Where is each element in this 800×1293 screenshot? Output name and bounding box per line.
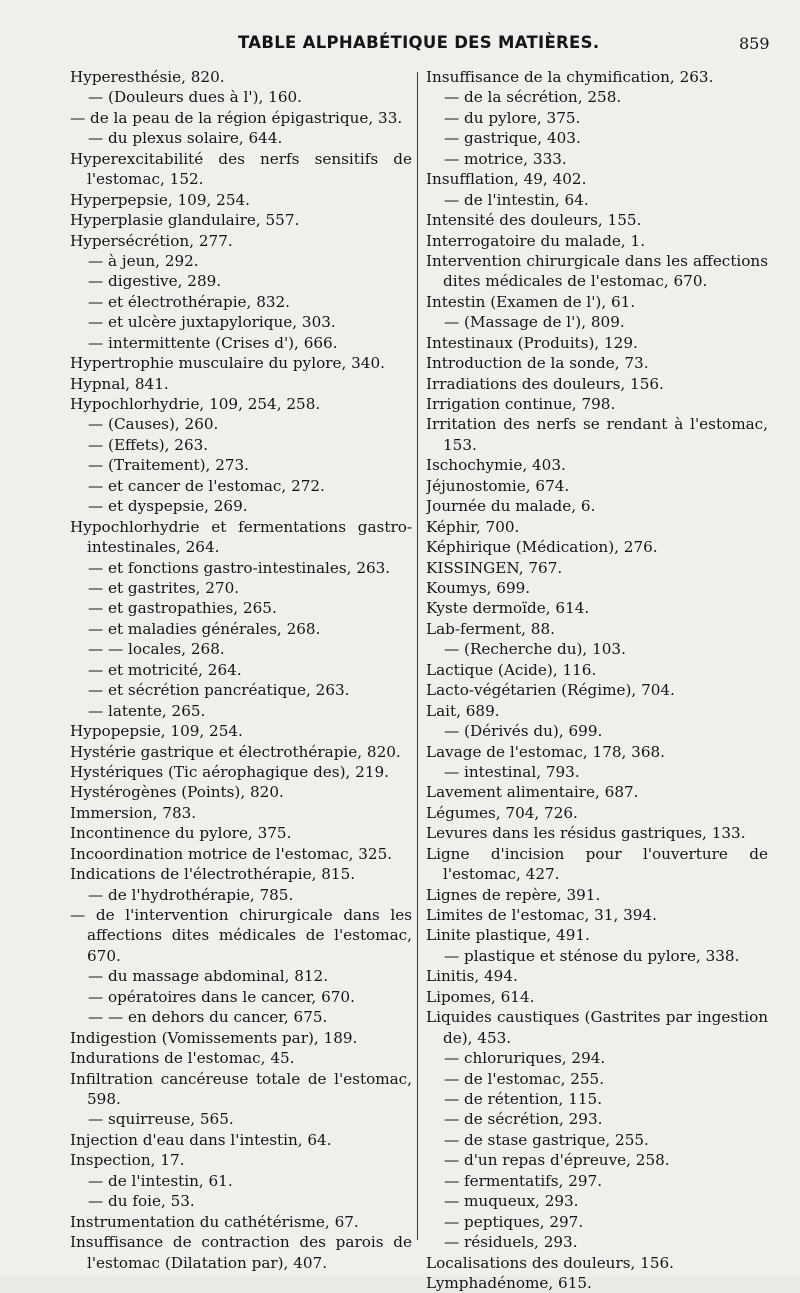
index-entry: — de la sécrétion, 258. [444,88,622,107]
index-entry: — de stase gastrique, 255. [444,1130,649,1149]
index-entry: — à jeun, 292. [88,251,199,270]
index-entry: Levures dans les résidus gastriques, 133. [426,824,746,843]
index-entry: — — en dehors du cancer, 675. [88,1008,328,1027]
index-entry: Lignes de repère, 391. [426,885,601,904]
index-entry: Linitis, 494. [426,967,518,986]
index-entry: Intestin (Examen de l'), 61. [426,292,636,311]
index-entry: Lait, 689. [426,701,500,720]
index-entry: — de la peau de la région épigastrique, 33. [70,108,403,127]
index-entry: Incoordination motrice de l'estomac, 325. [70,844,393,863]
index-entry: — (Causes), 260. [88,415,219,434]
index-entry: — motrice, 333. [444,149,567,168]
index-entry: Interrogatoire du malade, 1. [426,231,646,250]
index-entry: Hypopepsie, 109, 254. [70,722,243,741]
index-entry: Insuffisance de contraction des parois de l'estomac (Dilatation par), 407. [70,1233,412,1272]
index-entry: — peptiques, 297. [444,1212,584,1231]
index-entry: — et sécrétion pancréatique, 263. [88,681,350,700]
index-entry: Hyperplasie glandulaire, 557. [70,211,300,230]
index-entry: — (Effets), 263. [88,435,209,454]
index-entry: Hyperpepsie, 109, 254. [70,190,250,209]
index-entry: Intestinaux (Produits), 129. [426,333,638,352]
index-entry: — et gastropathies, 265. [88,599,277,618]
running-title: TABLE ALPHABÉTIQUE DES MATIÈRES. [238,33,600,52]
index-entry: — gastrique, 403. [444,129,581,148]
index-entry: Képhirique (Médication), 276. [426,538,658,557]
index-entry: Lactique (Acide), 116. [426,660,597,679]
index-entry: — et cancer de l'estomac, 272. [88,476,325,495]
index-entry: Ischochymie, 403. [426,456,566,475]
index-entry: — muqueux, 293. [444,1192,579,1211]
index-entry: Jéjunostomie, 674. [426,476,570,495]
index-entry: Hypersécrétion, 277. [70,231,233,250]
index-entry: — du pylore, 375. [444,108,581,127]
index-entry: — et fonctions gastro-intestinales, 263. [88,558,391,577]
index-entry: — plastique et sténose du pylore, 338. [444,946,740,965]
index-entry: Hystérogènes (Points), 820. [70,783,284,802]
index-entry: Intensité des douleurs, 155. [426,211,642,230]
index-entry: Insuffisance de la chymification, 263. [426,68,714,86]
index-entry: — de l'intervention chirurgicale dans les affections dites médicales de l'estomac, 670. [70,906,412,965]
index-entry: Hystériques (Tic aérophagique des), 219. [70,762,389,781]
column-divider [417,72,418,1240]
index-entry: — digestive, 289. [88,272,222,291]
index-entry: KISSINGEN, 767. [426,558,563,577]
index-entry: — du foie, 53. [88,1192,195,1211]
index-entry: — squirreuse, 565. [88,1110,234,1129]
index-entry: — (Recherche du), 103. [444,640,626,659]
index-entry: — fermentatifs, 297. [444,1171,603,1190]
index-entry: Liquides caustiques (Gastrites par ingestion de), 453. [426,1008,768,1047]
index-entry: Irradiations des douleurs, 156. [426,374,664,393]
index-entry: — du plexus solaire, 644. [88,129,283,148]
index-entry: — et ulcère juxtapylorique, 303. [88,313,336,332]
index-entry: — et motricité, 264. [88,660,242,679]
index-entry: — (Traitement), 273. [88,456,250,475]
index-entry: Incontinence du pylore, 375. [70,824,292,843]
index-entry: Introduction de la sonde, 73. [426,354,649,373]
index-entry: — du massage abdominal, 812. [88,967,329,986]
index-entry: — de l'estomac, 255. [444,1069,605,1088]
page-number: 859 [739,34,770,53]
index-entry: — intermittente (Crises d'), 666. [88,333,338,352]
index-entry: — (Douleurs dues à l'), 160. [88,88,302,107]
index-entry: — chloruriques, 294. [444,1049,606,1068]
index-column-right [426,67,768,1293]
index-entry: Hypochlorhydrie et fermentations gastro-intestinales, 264. [70,517,412,557]
index-entry: Légumes, 704, 726. [426,803,578,822]
index-entry: — et gastrites, 270. [88,579,240,598]
index-entry: — et électrothérapie, 832. [88,292,291,311]
index-entry: Irritation des nerfs se rendant à l'estomac, 153. [426,415,768,454]
index-entry: Koumys, 699. [426,579,531,597]
index-entry: — (Dérivés du), 699. [444,722,603,741]
index-entry: — de l'intestin, 61. [88,1171,233,1190]
index-entry: Hypochlorhydrie, 109, 254, 258. [70,395,321,414]
index-entry: Immersion, 783. [70,803,197,822]
index-column-left [70,67,412,1273]
index-entry: Lacto-végétarien (Régime), 704. [426,681,675,700]
index-entry: Inspection, 17. [70,1151,185,1170]
index-entry: Linite plastique, 491. [426,926,590,945]
index-entry: — intestinal, 793. [444,762,580,781]
index-entry: Lipomes, 614. [426,987,535,1006]
index-entry: — résiduels, 293. [444,1233,578,1252]
index-entry: Lab-ferment, 88. [426,619,555,638]
index-entry: — et dyspepsie, 269. [88,497,248,516]
index-entry: Infiltration cancéreuse totale de l'estomac, 598. [70,1069,412,1109]
page-header [0,33,800,57]
index-entry: Hyperexcitabilité des nerfs sensitifs de l'estomac, 152. [70,149,412,189]
index-entry: Kyste dermoïde, 614. [426,599,590,618]
index-entry: — de sécrétion, 293. [444,1110,603,1129]
index-entry: Indications de l'électrothérapie, 815. [70,865,356,884]
index-entry: — de l'intestin, 64. [444,190,589,209]
index-entry: Indurations de l'estomac, 45. [70,1049,295,1068]
index-entry: Hypertrophie musculaire du pylore, 340. [70,354,385,373]
index-entry: — — locales, 268. [88,640,225,659]
index-entry: Hyperesthésie, 820. [70,68,225,86]
index-entry: — opératoires dans le cancer, 670. [88,987,355,1006]
index-entry: Hystérie gastrique et électrothérapie, 820. [70,742,401,761]
index-entry: Ligne d'incision pour l'ouverture de l'estomac, 427. [426,844,768,884]
index-entry: Journée du malade, 6. [426,497,596,516]
index-entry: Lymphadénome, 615. [426,1273,592,1292]
index-entry: — (Massage de l'), 809. [444,313,625,332]
index-entry: — de l'hydrothérapie, 785. [88,885,294,904]
index-entry: — et maladies générales, 268. [88,619,321,638]
index-entry: Lavement alimentaire, 687. [426,783,639,802]
index-entry: Instrumentation du cathétérisme, 67. [70,1212,359,1231]
index-entry: Irrigation continue, 798. [426,395,616,414]
index-entry: Localisations des douleurs, 156. [426,1253,674,1272]
index-entry: Indigestion (Vomissements par), 189. [70,1028,358,1047]
index-entry: — d'un repas d'épreuve, 258. [444,1151,670,1170]
index-entry: Képhir, 700. [426,517,520,536]
index-entry: — latente, 265. [88,701,206,720]
index-entry: Insufflation, 49, 402. [426,170,587,189]
index-entry: Limites de l'estomac, 31, 394. [426,906,657,925]
index-entry: Hypnal, 841. [70,374,169,393]
index-entry: Lavage de l'estomac, 178, 368. [426,742,665,761]
index-entry: Injection d'eau dans l'intestin, 64. [70,1130,332,1149]
index-entry: Intervention chirurgicale dans les affections dites médicales de l'estomac, 670. [426,251,768,291]
index-entry: — de rétention, 115. [444,1090,603,1108]
